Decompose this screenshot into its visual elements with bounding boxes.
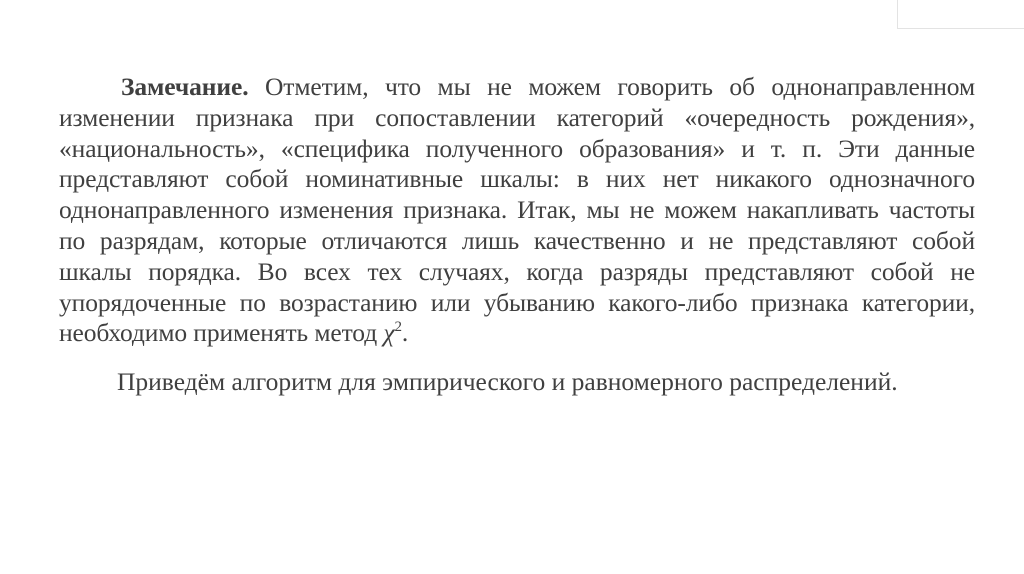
algorithm-intro-paragraph: Приведём алгоритм для эмпирического и равномерного распределений. [117,367,898,397]
chi-symbol: χ [383,318,395,348]
remark-paragraph [59,72,975,349]
chi-exponent: 2 [394,319,402,336]
remark-label: Замечание. [121,72,249,101]
slide-body [59,72,975,398]
corner-tab-decoration [897,0,1024,29]
remark-text: Отметим, что мы не можем говорить об однонаправленном изменении признака при сопоставлении категорий «очередность рождения», «национальность», «специфика полученного образования» и т. п. Эти данные представляют собой номинативные шкалы: в них нет никакого однозначного однонаправленного изменения признака. Итак, мы не можем накапливать частоты по разрядам, которые отличаются лишь качественно и не представляют собой шкалы порядка. Во всех тех случаях, когда разряды представляют собой не упорядоченные по возрастанию или убыванию какого-либо признака категории, необходимо применять метод [59,72,975,348]
remark-ending: . [401,318,409,348]
